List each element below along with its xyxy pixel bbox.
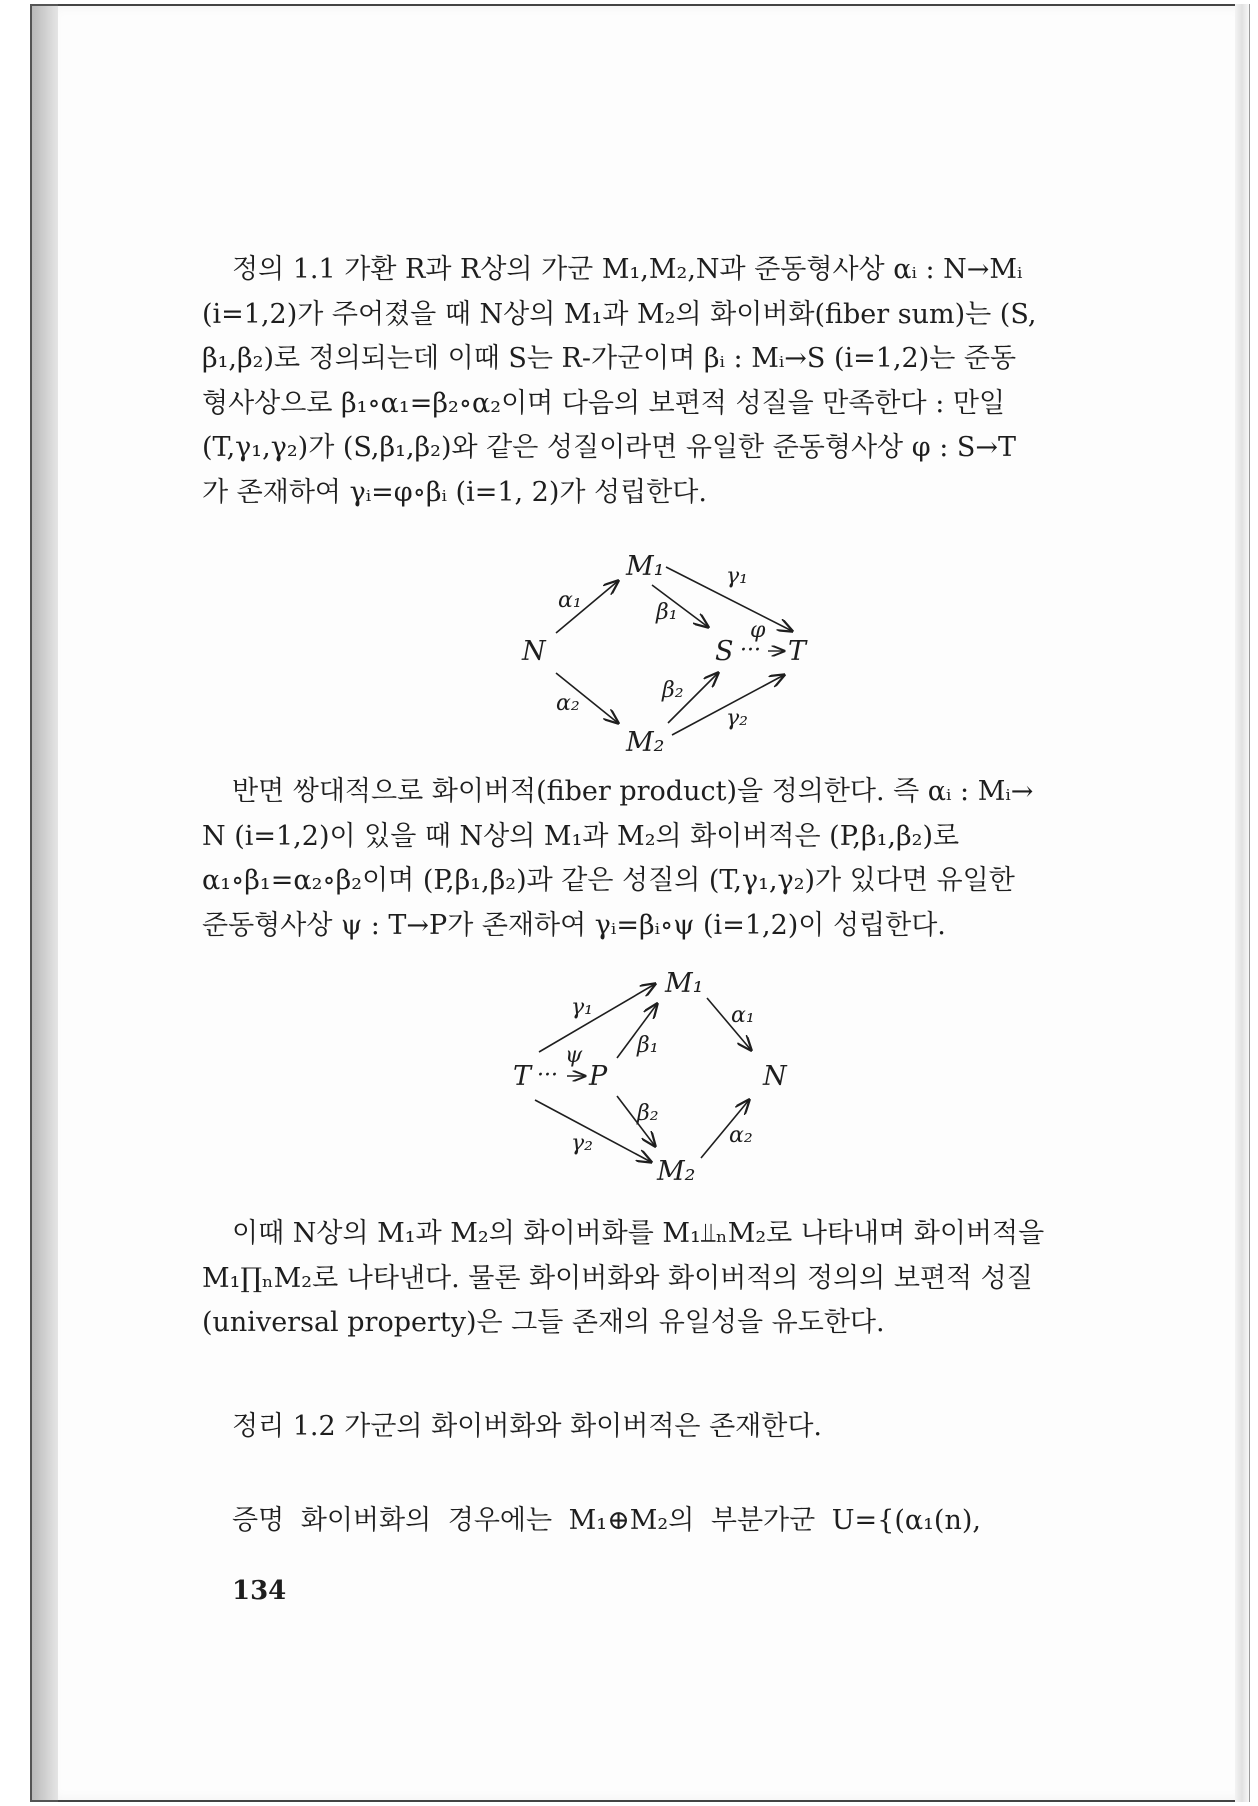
node-T: T (513, 1061, 532, 1092)
label-alpha2: α₂ (556, 691, 580, 716)
text-line: 형사상으로 β₁∘α₁=β₂∘α₂이며 다음의 보편적 성질을 만족한다 : 만일 (202, 387, 1006, 419)
node-M2: M₂ (657, 1156, 696, 1187)
definition-paragraph (202, 248, 1100, 515)
label-psi: ψ (565, 1043, 583, 1068)
label-gamma2: γ₂ (571, 1131, 593, 1156)
text-line: (universal property)은 그들 존재의 유일성을 유도한다. (202, 1307, 885, 1338)
node-M1: M₁ (626, 551, 665, 582)
text-line: 이때 N상의 M₁과 M₂의 화이버화를 M₁⫫ₙM₂로 나타내며 화이버적을 (232, 1218, 1045, 1249)
dots: ··· (537, 1063, 558, 1088)
arrow-gamma2 (535, 1100, 651, 1162)
label-beta1: β₁ (637, 1033, 659, 1058)
text-line: 가 존재하여 γᵢ=φ∘βᵢ (i=1, 2)가 성립한다. (202, 476, 707, 508)
page-number: 134 (232, 1576, 287, 1606)
label-alpha2: α₂ (729, 1123, 753, 1148)
node-S: S (715, 636, 734, 667)
page-edge (1235, 4, 1250, 1802)
text-line: 정의 1.1 가환 R과 R상의 가군 M₁,M₂,N과 준동형사상 αᵢ : N→Mᵢ (232, 254, 1023, 285)
dots: ··· (740, 638, 761, 663)
text-line: M₁∏ₙM₂로 나타낸다. 물론 화이버화와 화이버적의 정의의 보편적 성질 (202, 1262, 1033, 1294)
text-line: β₁,β₂)로 정의되는데 이때 S는 R-가군이며 βᵢ : Mᵢ→S (i=1,2)는 준동 (202, 343, 1017, 374)
label-alpha1: α₁ (558, 588, 582, 613)
label-gamma2: γ₂ (726, 706, 748, 731)
label-beta1: β₁ (656, 600, 678, 625)
label-gamma1: γ₁ (726, 564, 748, 589)
theorem-statement: 정리 1.2 가군의 화이버화와 화이버적은 존재한다. (232, 1411, 822, 1442)
label-gamma1: γ₁ (571, 995, 593, 1020)
label-phi: φ (750, 618, 766, 643)
node-M1: M₁ (665, 968, 704, 999)
text-line: (T,γ₁,γ₂)가 (S,β₁,β₂)와 같은 성질이라면 유일한 준동형사상 φ : S→T (202, 432, 1017, 463)
text-line: α₁∘β₁=α₂∘β₂이며 (P,β₁,β₂)과 같은 성질의 (T,γ₁,γ₂)가 있다면 유일한 (202, 865, 1015, 896)
proof-start: 증명 화이버화의 경우에는 M₁⊕M₂의 부분가군 U={(α₁(n), (232, 1505, 981, 1536)
node-P: P (589, 1061, 608, 1092)
node-N: N (522, 636, 546, 667)
fiber-sum-diagram (500, 545, 840, 765)
book-spine (30, 4, 60, 1802)
node-T: T (788, 636, 807, 667)
node-M2: M₂ (626, 727, 665, 758)
label-alpha1: α₁ (731, 1003, 755, 1028)
text-line: 준동형사상 ψ : T→P가 존재하여 γᵢ=βᵢ∘ψ (i=1,2)이 성립한다. (202, 909, 946, 941)
text-line: (i=1,2)가 주어졌을 때 N상의 M₁과 M₂의 화이버화(fiber sum)는 (S, (202, 298, 1037, 330)
fiber-product-diagram (505, 962, 825, 1194)
text-line: N (i=1,2)이 있을 때 N상의 M₁과 M₂의 화이버적은 (P,β₁,β₂)로 (202, 820, 960, 852)
fiber-product-paragraph (202, 770, 1100, 948)
notation-paragraph (202, 1212, 1100, 1346)
label-beta2: β₂ (637, 1101, 659, 1126)
text-line: 반면 쌍대적으로 화이버적(fiber product)을 정의한다. 즉 αᵢ : Mᵢ→ (232, 776, 1034, 807)
node-N: N (763, 1061, 787, 1092)
label-beta2: β₂ (662, 678, 684, 703)
